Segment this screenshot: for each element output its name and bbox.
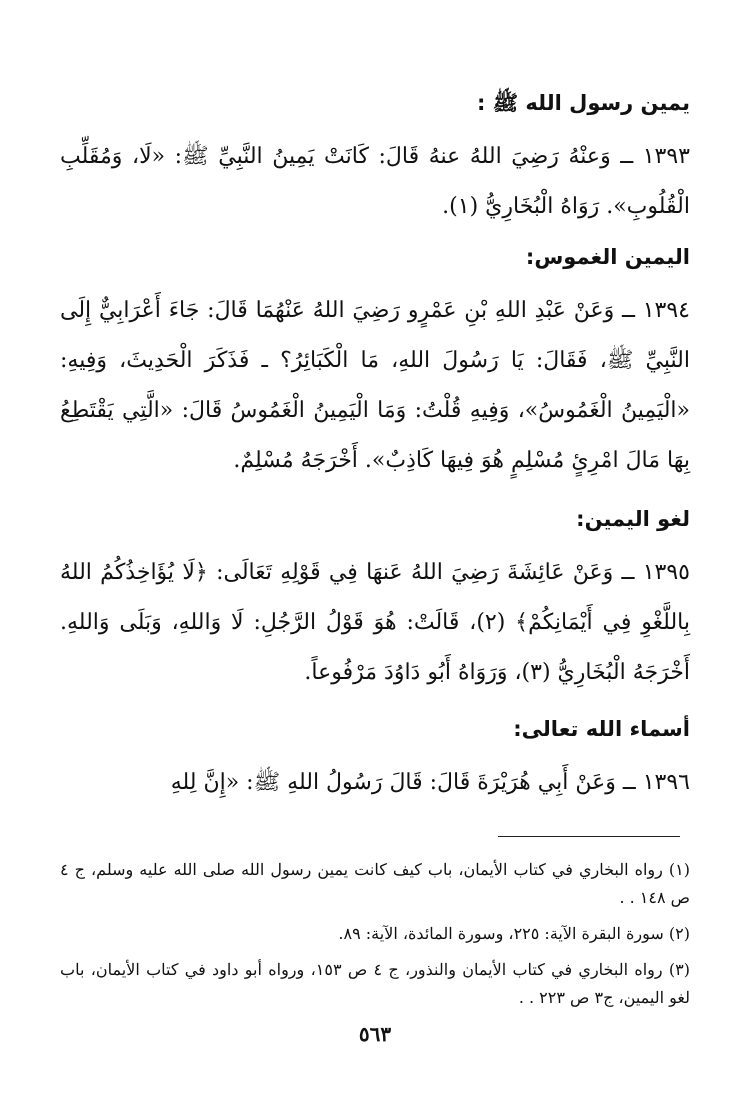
footnote: (٢) سورة البقرة الآية: ٢٢٥، وسورة المائدة، الآية: ٨٩. xyxy=(338,924,690,943)
footnote: (٣) رواه البخاري في كتاب الأيمان والنذور، ج ٤ ص ١٥٣، ورواه أبو داود في كتاب الأيمان، باب لغو اليمين، ج٣ ص ٢٢٣ . . xyxy=(60,960,691,1007)
hadith-paragraph: ١٣٩٥ ــ وَعَنْ عَائِشَةَ رَضِيَ اللهُ عَنهَا فِي قَوْلِهِ تَعَالَى: ﴿لَا يُؤَاخِذُكُمُ اللهُ بِاللَّغْوِ فِي أَيْمَانِكُمْ﴾ (٢)، قَالَتْ: هُوَ قَوْلُ الرَّجُلِ: لَا وَاللهِ، وَبَلَى وَاللهِ. أَخْرَجَهُ الْبُخَارِيُّ (٣)، وَرَوَاهُ أَبُو دَاوُدَ مَرْفُوعاً. xyxy=(60,560,690,685)
hadith-paragraph: ١٣٩٤ ــ وَعَنْ عَبْدِ اللهِ بْنِ عَمْرٍو رَضِيَ اللهُ عَنْهُمَا قَالَ: جَاءَ أَعْرَابِيٌّ إِلَى النَّبِيِّ ﷺ، فَقَالَ: يَا رَسُولَ اللهِ، مَا الْكَبَائِرُ؟ ـ فَذَكَرَ الْحَدِيثَ، وَفِيهِ: «الْيَمِينُ الْغَمُوسُ»، وَفِيهِ قُلْتُ: وَمَا الْيَمِينُ الْغَمُوسُ قَالَ: «الَّتِي يَقْتَطِعُ بِهَا مَالَ امْرِئٍ مُسْلِمٍ هُوَ فِيهَا كَاذِبٌ». أَخْرَجَهُ مُسْلِمٌ. xyxy=(60,298,690,473)
section-heading: اليمين الغموس: xyxy=(525,245,690,269)
main-text xyxy=(60,88,690,808)
hadith-paragraph: ١٣٩٣ ــ وَعنْهُ رَضِيَ اللهُ عنهُ قَالَ: كَانَتْ يَمِينُ النَّبِيِّ ﷺ: «لَا، وَمُقَلِّبِ الْقُلُوبِ». رَوَاهُ الْبُخَارِيُّ (١). xyxy=(60,144,690,219)
section-heading: يمين رسول الله ﷺ : xyxy=(477,91,690,115)
footnote: (١) رواه البخاري في كتاب الأيمان، باب كيف كانت يمين رسول الله صلى الله عليه وسلم، ج ٤ ص ١٤٨ . . xyxy=(60,860,690,907)
section-heading: لغو اليمين: xyxy=(576,507,690,531)
section-oath-of-prophet xyxy=(60,88,690,232)
section-laghw-oath xyxy=(60,504,690,698)
footnote-separator xyxy=(498,836,680,837)
page-number: ٥٦٣ xyxy=(358,1022,392,1046)
section-names-of-allah xyxy=(60,714,690,808)
section-ghamus-oath xyxy=(60,242,690,486)
hadith-paragraph: ١٣٩٦ ــ وَعَنْ أَبِي هُرَيْرَةَ قَالَ: قَالَ رَسُولُ اللهِ ﷺ: «إِنَّ لِلهِ xyxy=(170,770,690,795)
footnotes xyxy=(60,856,690,1020)
section-heading: أسماء الله تعالى: xyxy=(513,717,690,741)
